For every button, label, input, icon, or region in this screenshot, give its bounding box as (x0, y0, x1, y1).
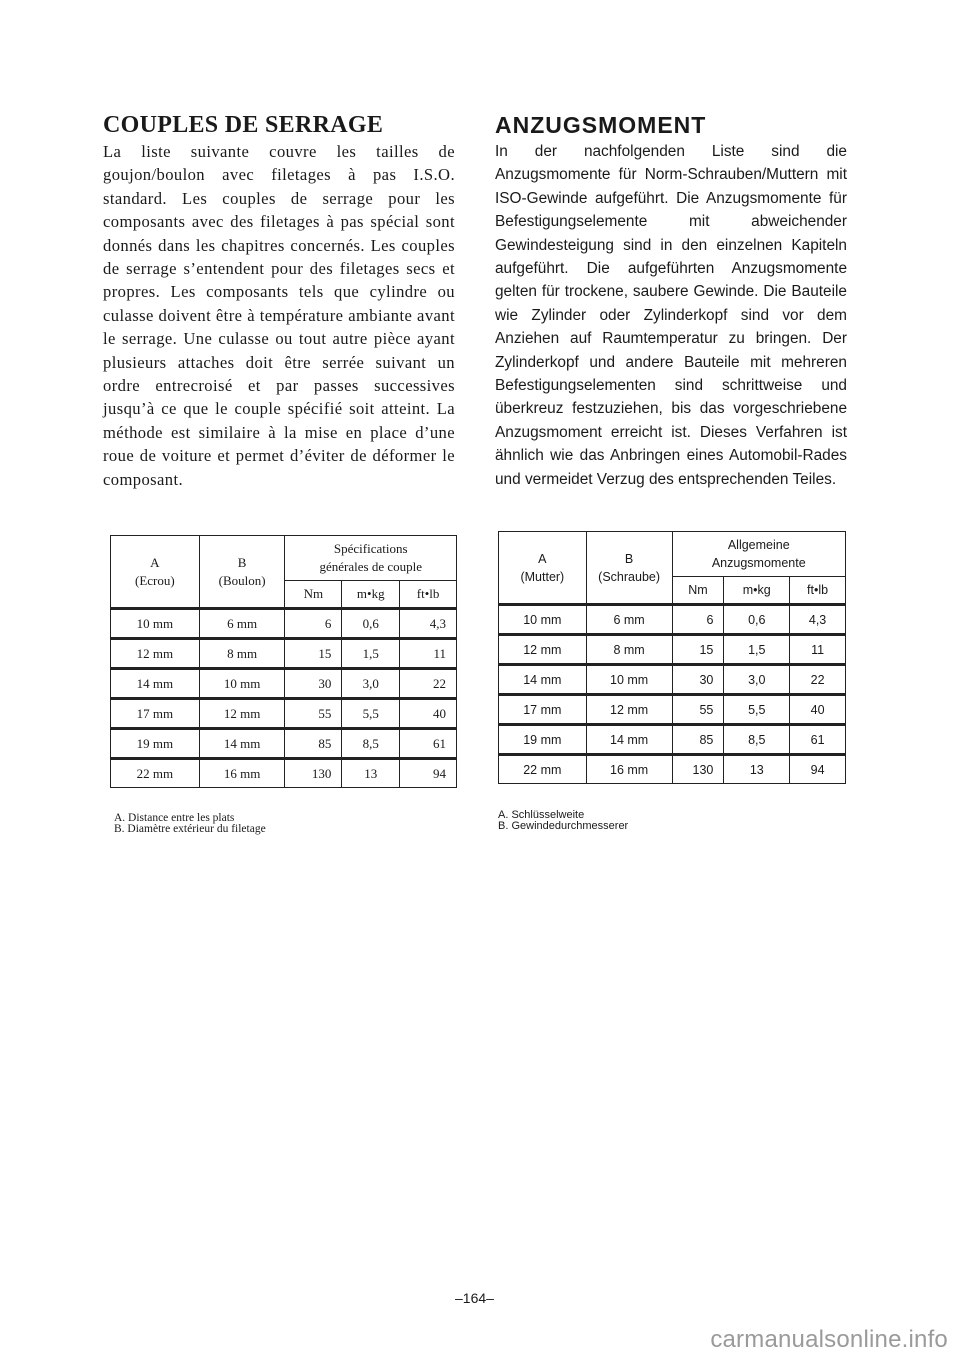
cell-nm: 55 (285, 699, 342, 729)
cell-ftlb: 4,3 (400, 609, 457, 639)
table-row (499, 665, 846, 695)
cell-b: 12 mm (586, 695, 672, 725)
cell-b: 16 mm (199, 759, 285, 788)
cell-nm: 15 (672, 635, 724, 665)
table-row (111, 669, 457, 699)
cell-ftlb: 61 (400, 729, 457, 759)
cell-a: 17 mm (499, 695, 587, 725)
page-number: –164– (455, 1290, 494, 1306)
cell-ftlb: 22 (790, 665, 846, 695)
cell-b: 10 mm (199, 669, 285, 699)
header-col-b (199, 536, 285, 609)
cell-a: 12 mm (499, 635, 587, 665)
cell-mkg: 5,5 (342, 699, 400, 729)
table-row (499, 605, 846, 635)
cell-mkg: 1,5 (724, 635, 790, 665)
header-col-a-letter: A (538, 551, 547, 566)
table-row (111, 759, 457, 788)
header-unit-ftlb: ft•lb (400, 581, 457, 609)
table-row (499, 695, 846, 725)
header-col-a-letter: A (150, 554, 160, 570)
note-b: B. Gewindedurchmesserer (498, 820, 629, 832)
cell-mkg: 8,5 (342, 729, 400, 759)
cell-a: 19 mm (499, 725, 587, 755)
table-row (111, 729, 457, 759)
cell-mkg: 0,6 (342, 609, 400, 639)
cell-mkg: 8,5 (724, 725, 790, 755)
table-row (111, 609, 457, 639)
cell-b: 6 mm (586, 605, 672, 635)
header-spec-line1: Allgemeine (727, 538, 790, 552)
cell-nm: 6 (672, 605, 724, 635)
cell-ftlb: 61 (790, 725, 846, 755)
german-title: ANZUGSMOMENT (495, 112, 707, 138)
header-unit-mkg: m•kg (724, 577, 790, 605)
cell-ftlb: 22 (400, 669, 457, 699)
cell-b: 8 mm (199, 639, 285, 669)
cell-a: 14 mm (499, 665, 587, 695)
header-unit-ftlb: ft•lb (790, 577, 846, 605)
cell-nm: 130 (672, 755, 724, 784)
header-col-b-sub: (Schraube) (598, 569, 661, 584)
note-a: A. Distance entre les plats (114, 812, 235, 824)
header-col-b-letter: B (237, 554, 247, 570)
cell-ftlb: 94 (790, 755, 846, 784)
cell-mkg: 3,0 (342, 669, 400, 699)
table-row (499, 725, 846, 755)
header-col-a (111, 536, 200, 609)
table-row (499, 635, 846, 665)
cell-mkg: 3,0 (724, 665, 790, 695)
cell-b: 14 mm (586, 725, 672, 755)
cell-ftlb: 94 (400, 759, 457, 788)
cell-b: 12 mm (199, 699, 285, 729)
cell-mkg: 13 (342, 759, 400, 788)
cell-nm: 130 (285, 759, 342, 788)
cell-nm: 55 (672, 695, 724, 725)
cell-b: 16 mm (586, 755, 672, 784)
cell-ftlb: 11 (400, 639, 457, 669)
cell-b: 8 mm (586, 635, 672, 665)
header-spec (285, 536, 457, 581)
cell-a: 22 mm (499, 755, 587, 784)
table-row (111, 639, 457, 669)
table-row (111, 699, 457, 729)
header-col-a (499, 532, 587, 605)
french-table-notes (114, 813, 266, 835)
header-col-b-sub: (Boulon) (218, 572, 266, 588)
cell-a: 10 mm (111, 609, 200, 639)
header-unit-nm: Nm (285, 581, 342, 609)
header-spec-line1: Spécifications (333, 541, 408, 556)
note-b: B. Diamètre extérieur du filetage (114, 823, 266, 835)
header-spec-line2: générales de couple (319, 559, 422, 574)
cell-b: 6 mm (199, 609, 285, 639)
cell-a: 19 mm (111, 729, 200, 759)
header-col-b-letter: B (624, 551, 634, 566)
header-col-a-sub: (Mutter) (520, 569, 565, 584)
cell-ftlb: 4,3 (790, 605, 846, 635)
cell-mkg: 1,5 (342, 639, 400, 669)
cell-nm: 85 (285, 729, 342, 759)
cell-a: 12 mm (111, 639, 200, 669)
cell-b: 10 mm (586, 665, 672, 695)
cell-b: 14 mm (199, 729, 285, 759)
cell-nm: 85 (672, 725, 724, 755)
french-torque-table (110, 535, 457, 788)
cell-mkg: 13 (724, 755, 790, 784)
cell-nm: 6 (285, 609, 342, 639)
header-col-a-sub: (Ecrou) (135, 572, 175, 588)
german-section (495, 112, 847, 491)
header-spec-line2: Anzugsmomente (711, 556, 806, 570)
note-a: A. Schlüsselweite (498, 809, 585, 821)
cell-mkg: 0,6 (724, 605, 790, 635)
cell-nm: 30 (672, 665, 724, 695)
cell-nm: 15 (285, 639, 342, 669)
french-section (103, 112, 455, 491)
french-body-text: La liste suivante couvre les tailles de goujon/boulon avec filetages à pas I.S.O. standard. Les couples de serrage pour les composants avec des filetages à pas spécial sont donnés dans les chapitres concernés. Les couples de serrage s’entendent pour des filetages secs et propres. Les composants tels que cylindre ou culasse doivent être à température ambiante avant le serrage. Une culasse ou tout autre pièce ayant plusieurs attaches doit être serrée suivant un ordre entrecroisé et par passes successives jusqu’à ce que le couple spécifié soit atteint. La méthode est similaire à la mise en place d’une roue de voiture et permet d’éviter de déformer le composant. (103, 142, 455, 489)
cell-ftlb: 11 (790, 635, 846, 665)
cell-mkg: 5,5 (724, 695, 790, 725)
header-col-b (586, 532, 672, 605)
table-row (499, 755, 846, 784)
german-table-notes (498, 810, 628, 832)
header-unit-mkg: m•kg (342, 581, 400, 609)
cell-ftlb: 40 (790, 695, 846, 725)
watermark: carmanualsonline.info (710, 1326, 948, 1353)
german-torque-table (498, 531, 846, 784)
cell-a: 22 mm (111, 759, 200, 788)
header-unit-nm: Nm (672, 577, 724, 605)
cell-nm: 30 (285, 669, 342, 699)
german-body-text: In der nachfolgenden Liste sind die Anzugsmomente für Norm-Schrauben/Muttern mit ISO-Gewinde aufgeführt. Die Anzugsmomente für Befestigungselemente mit abweichender Gewindesteigung sind in den einzelnen Kapiteln aufgeführt. Die aufgeführten Anzugsmomente gelten für trockene, saubere Gewinde. Die Bauteile wie Zylinder oder Zylinderkopf sind vor dem Anziehen auf Raumtemperatur zu bringen. Der Zylinderkopf und andere Bauteile mit mehreren Befestigungselementen sind schrittweise und überkreuz festzuziehen, bis das vorgeschriebene Anzugsmoment erreicht ist. Dieses Verfahren ist ähnlich wie das Anbringen eines Automobil-Rades und vermeidet Verzug des entsprechenden Teiles. (495, 143, 847, 488)
cell-a: 10 mm (499, 605, 587, 635)
header-spec (672, 532, 845, 577)
cell-ftlb: 40 (400, 699, 457, 729)
cell-a: 14 mm (111, 669, 200, 699)
french-title: COUPLES DE SERRAGE (103, 112, 384, 138)
cell-a: 17 mm (111, 699, 200, 729)
